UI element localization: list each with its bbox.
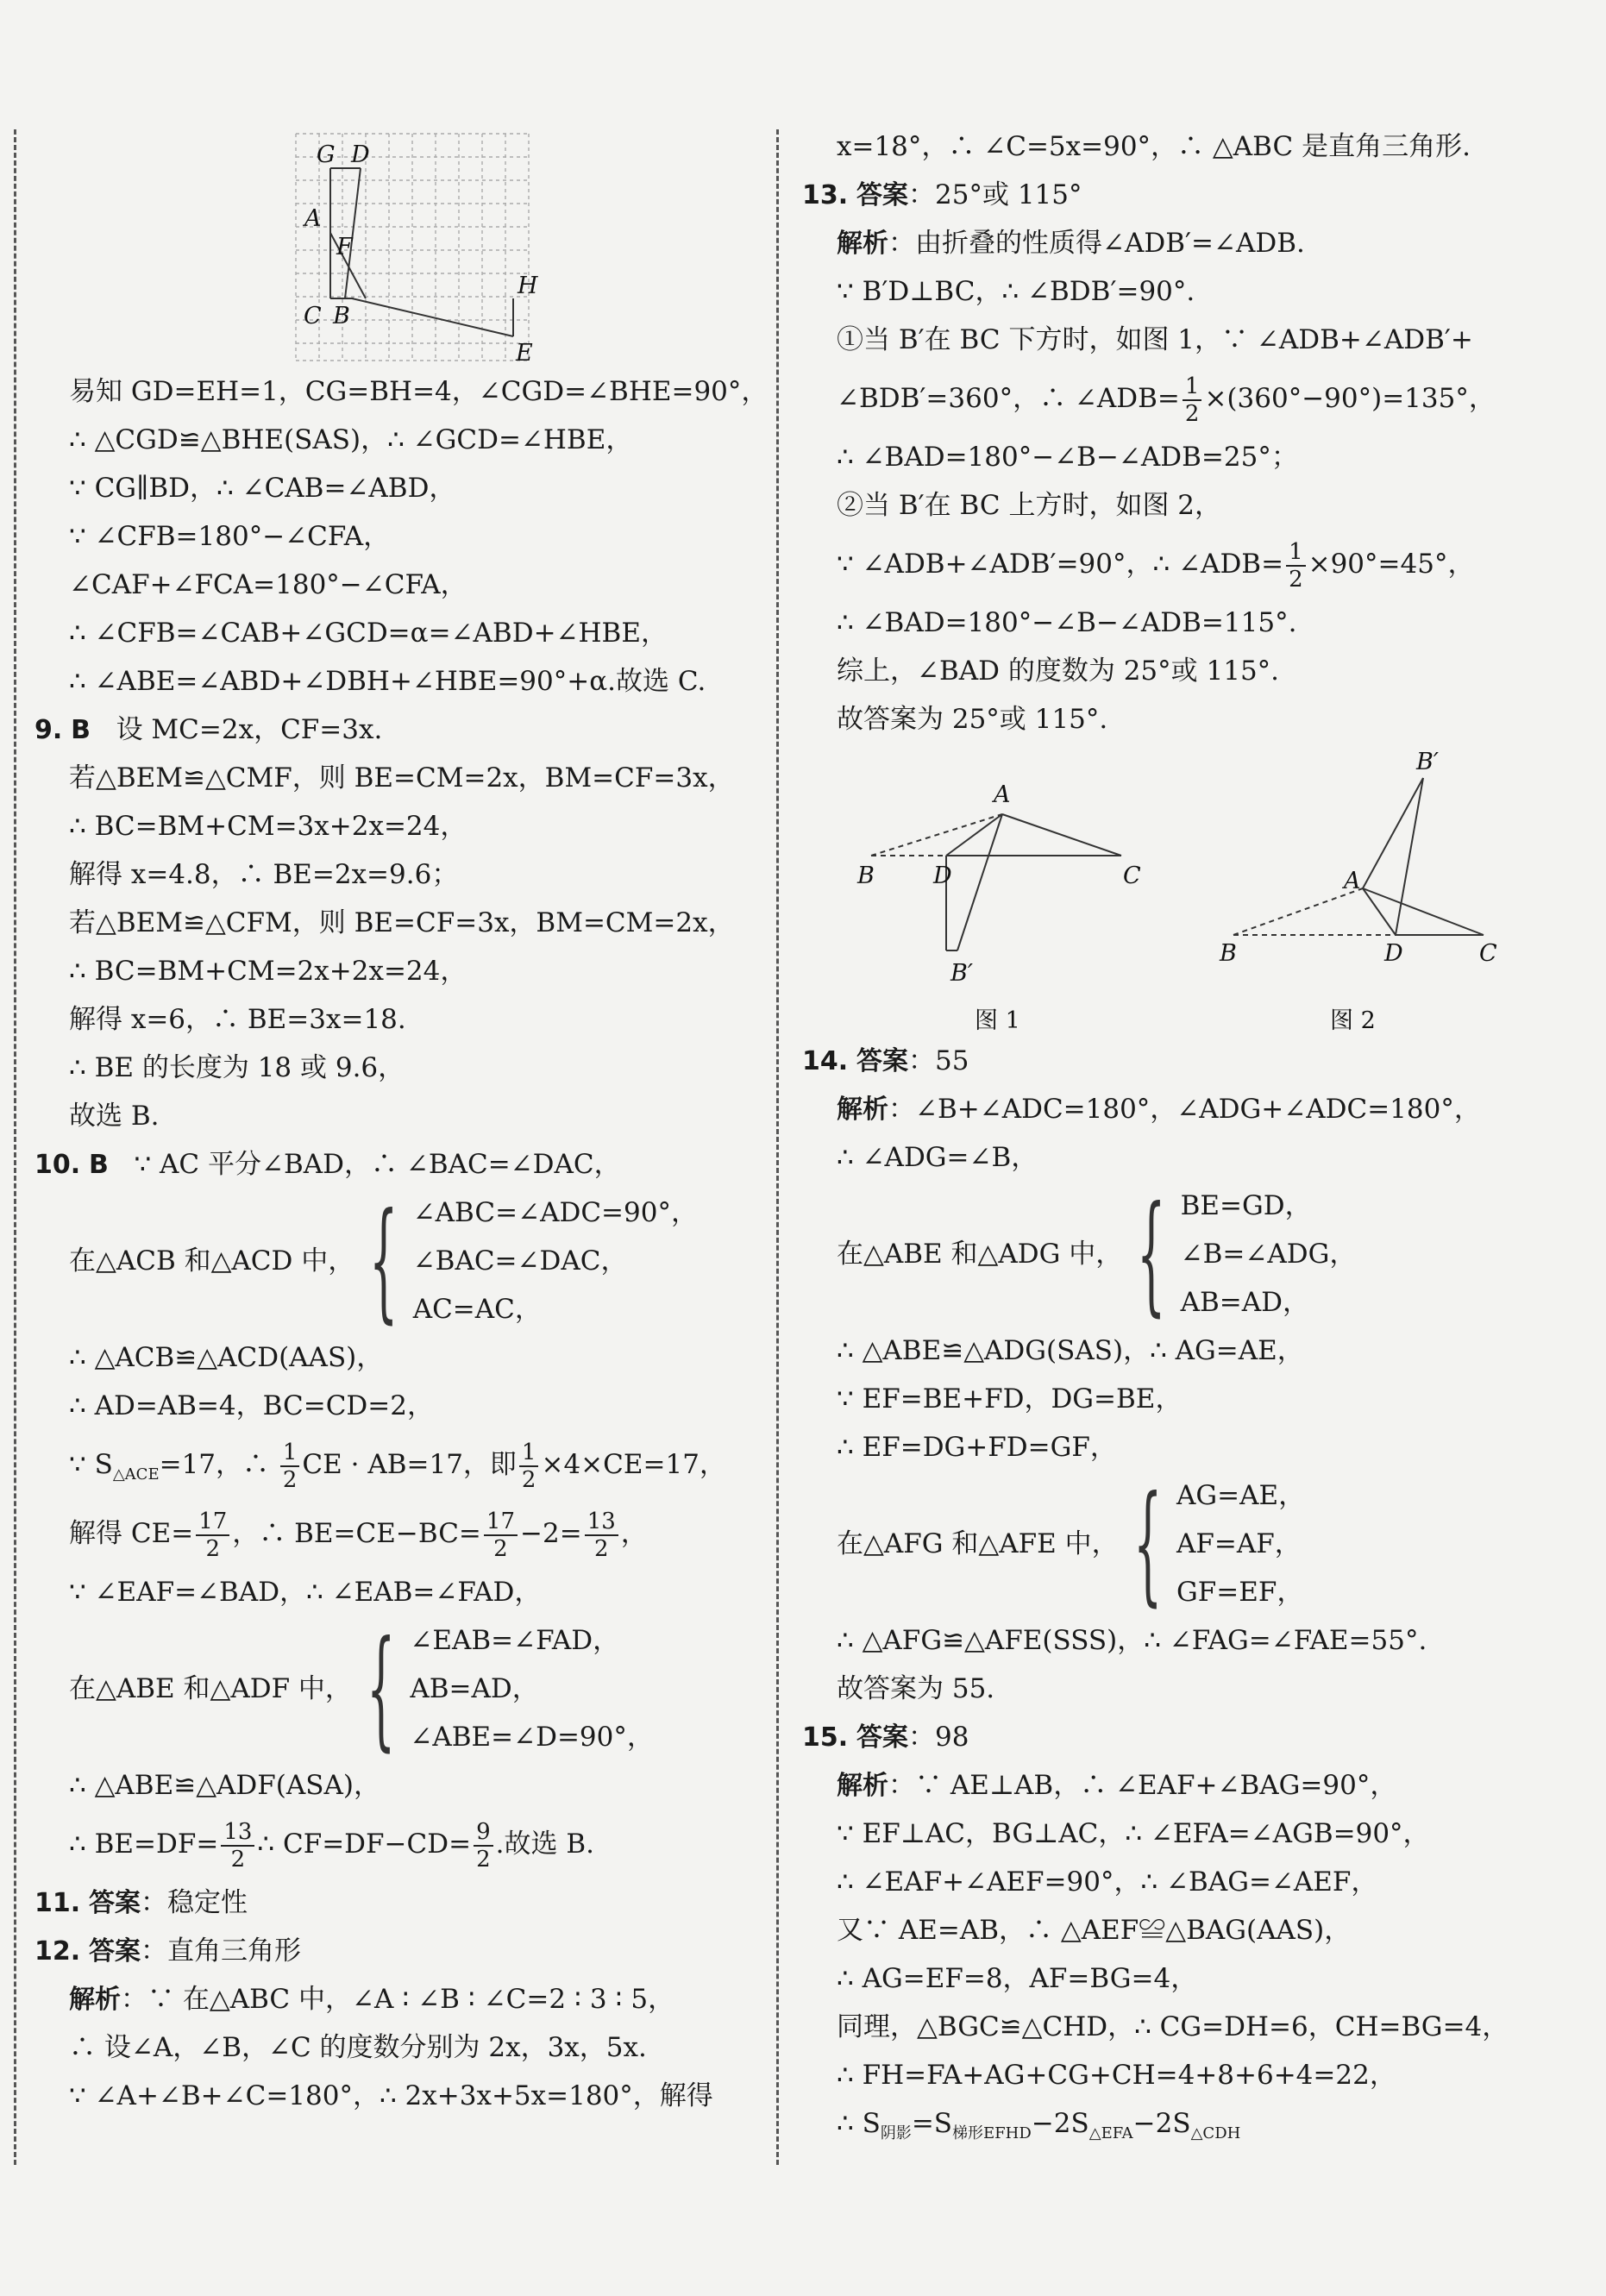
text-span: .故选 B.	[495, 1829, 594, 1860]
q10-line: ∴ △ABE≌△ADF(ASA)，	[69, 1770, 380, 1801]
numerator: 1	[1183, 373, 1202, 401]
q10-solve-line	[35, 1499, 750, 1568]
q9-number: 9.	[35, 715, 63, 745]
q9-answer: B	[71, 715, 91, 745]
q10-system-prefix: 在△ACB 和△ACD 中，	[69, 1245, 355, 1277]
q13-analysis	[802, 219, 1561, 267]
q11-line	[35, 1879, 750, 1927]
text-span: =S	[911, 2108, 953, 2139]
q9-header	[35, 706, 750, 754]
left-margin-rule	[14, 129, 16, 2165]
fig-label-a: A	[304, 205, 322, 232]
q14-line	[802, 1037, 1561, 1085]
q14-number: 14.	[802, 1046, 849, 1076]
fig2-label-c: C	[1479, 940, 1497, 967]
q14-system-line: AG=AE，	[1176, 1480, 1306, 1511]
fraction-17-2	[484, 1509, 518, 1562]
fig1-label-b: B	[857, 863, 875, 889]
numerator: 17	[484, 1509, 518, 1536]
fig2-label-a: A	[1344, 868, 1361, 894]
q10-line: ∵ AC 平分∠BAD，∴ ∠BAC=∠DAC，	[134, 1149, 621, 1180]
analysis-label: 解析	[837, 229, 888, 259]
denominator: 2	[521, 1466, 536, 1493]
text-line: ∵ ∠CFB=180°−∠CFA，	[69, 521, 391, 552]
grid-figure-svg	[35, 129, 750, 367]
numerator: 13	[585, 1509, 618, 1536]
denominator: 2	[593, 1535, 609, 1562]
q9-line: 设 MC=2x，CF=3x.	[116, 714, 383, 745]
text-line: ∠CAF+∠FCA=180°−∠CFA，	[69, 569, 467, 600]
fig-label-h: H	[518, 273, 538, 299]
text-line: 易知 GD=EH=1，CG=BH=4，∠CGD=∠BHE=90°，	[69, 376, 768, 407]
fraction-17-2	[196, 1509, 229, 1562]
q14-line: ∴ EF=DG+FD=GF，	[837, 1432, 1117, 1463]
q14-system-line: AF=AF，	[1176, 1528, 1302, 1559]
q13-line: ∴ ∠BAD=180°−∠B−∠ADB=25°；	[837, 442, 1298, 473]
text-span: ：∵ AE⊥AB，∴ ∠EAF+∠BAG=90°，	[888, 1770, 1397, 1801]
q9-line: 故选 B.	[69, 1101, 160, 1132]
denominator: 2	[476, 1846, 491, 1873]
text-span: ，∴ BE=CE−BC=	[232, 1518, 481, 1549]
q10-header	[35, 1140, 750, 1189]
denominator: 2	[282, 1466, 298, 1493]
figure-1	[871, 814, 1121, 950]
left-column	[35, 129, 768, 2120]
q14-system-prefix: 在△ABE 和△ADG 中，	[837, 1239, 1123, 1270]
q14-system-line: BE=GD，	[1180, 1190, 1312, 1221]
fig1-label-bprime: B′	[950, 960, 973, 987]
q13-line: ∴ ∠BAD=180°−∠B−∠ADB=115°.	[837, 607, 1297, 638]
analysis-label: 解析	[837, 1771, 888, 1801]
answer-label: 答案	[89, 1888, 141, 1918]
numerator: 1	[519, 1440, 539, 1467]
q14-system-line: GF=EF，	[1176, 1577, 1304, 1608]
q14-system-line: AB=AD，	[1180, 1287, 1310, 1318]
numerator: 9	[474, 1819, 493, 1847]
fig1-label-a: A	[994, 781, 1011, 808]
text-span: ∵ ∠ADB+∠ADB′=90°，∴ ∠ADB=	[837, 549, 1284, 580]
numerator: 13	[221, 1819, 254, 1847]
q13-frac-line	[802, 530, 1561, 599]
q10-area-line	[35, 1430, 750, 1499]
q15-line: 又∵ AE=AB，∴ △AEF≌△BAG(AAS)，	[837, 1915, 1352, 1946]
denominator: 2	[1289, 566, 1303, 593]
q14-system-prefix: 在△AFG 和△AFE 中，	[837, 1528, 1119, 1559]
denominator: 2	[493, 1535, 508, 1562]
q10-system-line: AB=AD，	[410, 1673, 539, 1704]
figure-1-caption: 图 1	[975, 1007, 1020, 1034]
q9-line: 若△BEM≌△CFM，则 BE=CF=3x，BM=CM=2x，	[69, 907, 735, 938]
q10-system-line: ∠EAB=∠FAD，	[410, 1625, 620, 1656]
denominator: 2	[230, 1846, 246, 1873]
q10-system-line: ∠BAC=∠DAC，	[412, 1245, 628, 1277]
fig-label-f: F	[336, 234, 353, 260]
fig1-label-c: C	[1123, 863, 1141, 889]
answer-label: 答案	[856, 1046, 909, 1076]
analysis-label: 解析	[837, 1095, 888, 1125]
subscript: △ACE	[112, 1465, 160, 1484]
q12-answer: ：直角三角形	[141, 1935, 302, 1967]
text-span: ×4×CE=17，	[541, 1449, 726, 1480]
q10-number: 10.	[35, 1150, 81, 1180]
numerator: 1	[280, 1440, 300, 1467]
q13-frac-line	[802, 364, 1561, 433]
q9-line: 解得 x=4.8，∴ BE=2x=9.6；	[69, 859, 459, 890]
right-column	[802, 122, 1561, 2148]
text-span: ×(360°−90°)=135°，	[1204, 383, 1496, 414]
text-span: ：∵ 在△ABC 中，∠A ∶ ∠B ∶ ∠C=2 ∶ 3 ∶ 5，	[121, 1984, 675, 2015]
q14-system-2	[802, 1469, 1561, 1619]
fraction-half	[519, 1440, 539, 1493]
q13-line	[802, 171, 1561, 219]
q13-line: ①当 B′在 BC 下方时，如图 1，∵ ∠ADB+∠ADB′+	[837, 324, 1473, 355]
fraction-13-2	[585, 1509, 618, 1562]
text-span: ∠BDB′=360°，∴ ∠ADB=	[837, 383, 1180, 414]
q14-line: ∴ △AFG≌△AFE(SSS)，∴ ∠FAG=∠FAE=55°.	[837, 1625, 1427, 1656]
fig-label-d: D	[351, 141, 370, 168]
q10-system-line: AC=AC，	[412, 1294, 542, 1325]
q10-line: ∴ △ACB≌△ACD(AAS)，	[69, 1342, 384, 1373]
q9-line: ∴ BE 的长度为 18 或 9.6，	[69, 1052, 405, 1083]
q12-line: ∴ 设∠A，∠B，∠C 的度数分别为 2x，3x，5x.	[69, 2032, 647, 2063]
q14-system-1	[802, 1179, 1561, 1329]
numerator: 1	[1286, 539, 1306, 567]
q14-line: ∴ ∠ADG=∠B，	[837, 1142, 1038, 1173]
q13-line: 综上，∠BAD 的度数为 25°或 115°.	[837, 656, 1280, 687]
column-divider	[776, 129, 779, 2165]
q14-system-line: ∠B=∠ADG，	[1180, 1239, 1357, 1270]
q10-system-2	[35, 1614, 750, 1764]
fig2-label-b: B	[1220, 940, 1237, 967]
fig-label-b: B	[333, 303, 350, 329]
q13-line: ∵ B′D⊥BC，∴ ∠BDB′=90°.	[837, 276, 1195, 307]
fig2-label-bprime: B′	[1416, 749, 1439, 775]
brace-icon: {	[1132, 1469, 1162, 1619]
q10-last-line	[35, 1810, 750, 1879]
figure-2-caption: 图 2	[1330, 1007, 1376, 1034]
subscript: △EFA	[1088, 2124, 1133, 2143]
denominator: 2	[1184, 400, 1200, 427]
q15-line: ∴ ∠EAF+∠AEF=90°，∴ ∠BAG=∠AEF，	[837, 1866, 1378, 1898]
q14-line: ∵ EF=BE+FD，DG=BE，	[837, 1383, 1183, 1415]
fig-label-c: C	[304, 303, 322, 329]
q15-number: 15.	[802, 1722, 849, 1753]
text-span: ∴ S	[837, 2108, 881, 2139]
q15-line	[802, 1713, 1561, 1761]
text-span: 解得 CE=	[69, 1518, 194, 1549]
fraction-half	[1286, 539, 1306, 593]
q15-line: 同理，△BGC≌△CHD，∴ CG=DH=6，CH=BG=4，	[837, 2011, 1509, 2042]
q10-line: ∵ ∠EAF=∠BAD，∴ ∠EAB=∠FAD，	[69, 1577, 542, 1608]
q11-answer: ：稳定性	[141, 1887, 248, 1918]
q13-number: 13.	[802, 180, 849, 210]
q13-line: 故答案为 25°或 115°.	[837, 704, 1108, 735]
q9-line: ∴ BC=BM+CM=3x+2x=24，	[69, 811, 467, 842]
fig2-label-d: D	[1384, 940, 1403, 967]
text-line: ∴ ∠ABE=∠ABD+∠DBH+∠HBE=90°+α.故选 C.	[69, 666, 706, 697]
brace-icon: {	[1137, 1179, 1166, 1329]
q12-line: ∵ ∠A+∠B+∠C=180°，∴ 2x+3x+5x=180°，解得	[69, 2080, 713, 2111]
figure-2	[1233, 778, 1484, 935]
q10-answer: B	[89, 1150, 109, 1180]
answer-label: 答案	[89, 1936, 141, 1967]
text-span: −2S	[1031, 2108, 1089, 2139]
q12-analysis	[35, 1975, 750, 2023]
text-span: ∴ CF=DF−CD=	[257, 1829, 472, 1860]
text-span: ：由折叠的性质得∠ADB′=∠ADB.	[888, 228, 1305, 259]
q10-system-line: ∠ABE=∠D=90°，	[410, 1722, 654, 1753]
subscript: 梯形EFHD	[952, 2124, 1032, 2143]
fig-label-e: E	[516, 340, 533, 367]
text-span: ：∠B+∠ADC=180°，∠ADG+∠ADC=180°，	[888, 1094, 1481, 1125]
text-line: ∴ △CGD≌△BHE(SAS)，∴ ∠GCD=∠HBE，	[69, 424, 633, 455]
q11-number: 11.	[35, 1888, 81, 1918]
q13-line: ②当 B′在 BC 上方时，如图 2，	[837, 490, 1222, 521]
q15-answer: ：98	[908, 1722, 969, 1753]
text-span: ，	[620, 1518, 648, 1549]
answer-label: 答案	[856, 180, 909, 210]
q13-figures	[802, 743, 1561, 1037]
q9-line: ∴ BC=BM+CM=2x+2x=24，	[69, 956, 467, 987]
fraction-half	[1183, 373, 1202, 427]
subscript: 阴影	[880, 2124, 912, 2143]
q10-system-1	[35, 1186, 750, 1336]
fig1-label-d: D	[933, 863, 952, 889]
q9-line: 解得 x=6，∴ BE=3x=18.	[69, 1004, 406, 1035]
q12-line	[35, 1927, 750, 1975]
fraction-13-2	[221, 1819, 254, 1873]
fraction-9-2	[474, 1819, 493, 1873]
q15-area-line	[802, 2099, 1561, 2148]
q14-answer: ：55	[908, 1045, 969, 1076]
q15-line: ∵ EF⊥AC，BG⊥AC，∴ ∠EFA=∠AGB=90°，	[837, 1818, 1430, 1849]
text-line: ∵ CG∥BD，∴ ∠CAB=∠ABD，	[69, 473, 456, 504]
text-span: ×90°=45°，	[1308, 549, 1475, 580]
subscript: △CDH	[1190, 2124, 1241, 2143]
q15-line: ∴ AG=EF=8，AF=BG=4，	[837, 1963, 1198, 1994]
q10-line: ∴ AD=AB=4，BC=CD=2，	[69, 1390, 434, 1421]
q15-line: ∴ FH=FA+AG+CG+CH=4+8+6+4=22，	[837, 2060, 1396, 2091]
brace-icon: {	[366, 1614, 396, 1764]
text-span: −2=	[520, 1518, 582, 1549]
analysis-label: 解析	[69, 1985, 121, 2015]
q15-analysis	[802, 1761, 1561, 1810]
fig-label-g: G	[317, 141, 336, 168]
q12-number: 12.	[35, 1936, 81, 1967]
q14-line: 故答案为 55.	[837, 1673, 995, 1704]
text-span: =17，∴	[159, 1449, 270, 1480]
q9-line: 若△BEM≌△CMF，则 BE=CM=2x，BM=CF=3x，	[69, 762, 735, 794]
answer-label: 答案	[856, 1722, 909, 1753]
text-span: CE · AB=17，即	[302, 1449, 517, 1480]
grid-figure	[35, 129, 750, 367]
q14-line: ∴ △ABE≌△ADG(SAS)，∴ AG=AE，	[837, 1335, 1304, 1366]
numerator: 17	[196, 1509, 229, 1536]
q13-answer: ：25°或 115°	[908, 179, 1082, 210]
text-span: ∵ S	[69, 1449, 113, 1480]
fraction-half	[280, 1440, 300, 1493]
text-line: ∴ ∠CFB=∠CAB+∠GCD=α=∠ABD+∠HBE，	[69, 618, 668, 649]
text-span: ∴ BE=DF=	[69, 1829, 219, 1860]
q13-figures-svg	[802, 743, 1561, 1037]
text-line: x=18°，∴ ∠C=5x=90°，∴ △ABC 是直角三角形.	[837, 131, 1471, 162]
text-span: −2S	[1132, 2108, 1191, 2139]
q10-system-line: ∠ABC=∠ADC=90°，	[412, 1197, 698, 1228]
q14-analysis	[802, 1085, 1561, 1133]
q10-system-prefix: 在△ABE 和△ADF 中，	[69, 1673, 352, 1704]
denominator: 2	[205, 1535, 220, 1562]
brace-icon: {	[369, 1186, 398, 1336]
